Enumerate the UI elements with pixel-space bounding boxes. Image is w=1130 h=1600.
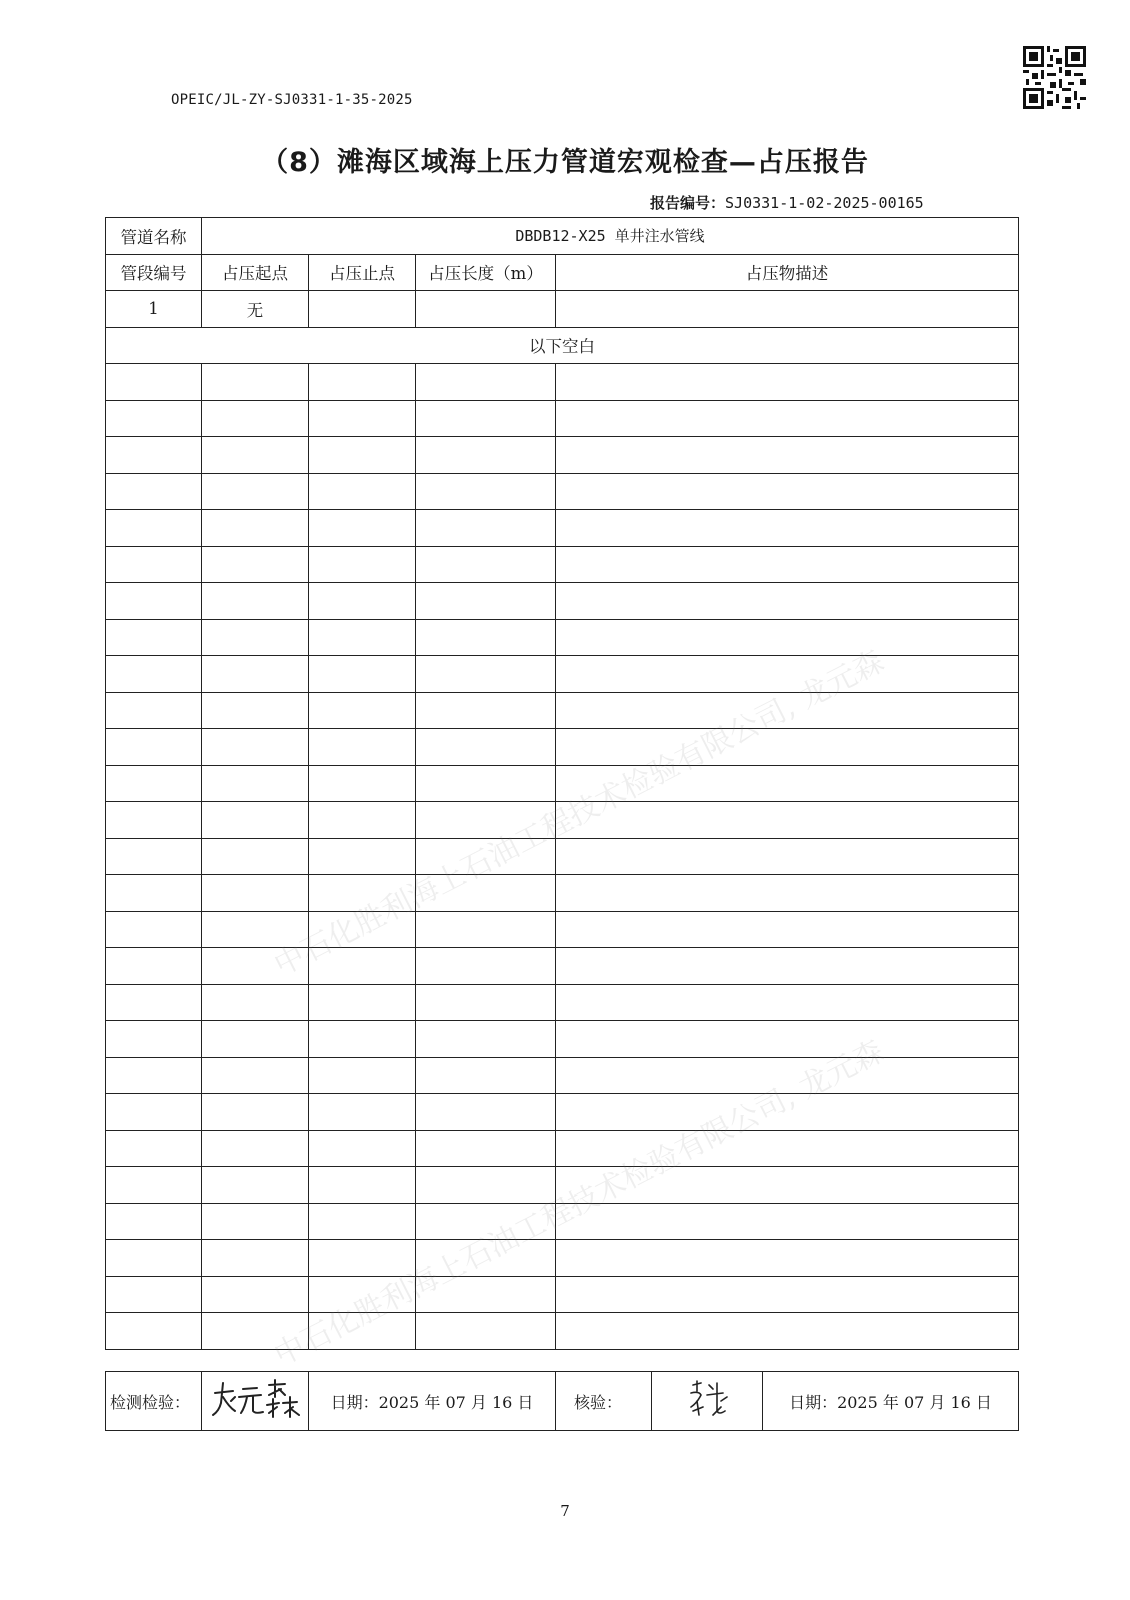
empty-cell — [106, 583, 202, 620]
empty-cell — [309, 838, 416, 875]
reviewer-signature — [652, 1372, 763, 1431]
empty-cell — [106, 911, 202, 948]
empty-cell — [416, 1276, 556, 1313]
occupation-end — [309, 291, 416, 328]
occupation-start: 无 — [202, 291, 309, 328]
empty-cell — [202, 948, 309, 985]
segment-number: 1 — [106, 291, 202, 328]
empty-cell — [202, 1021, 309, 1058]
empty-row — [106, 364, 1019, 401]
empty-row — [106, 1130, 1019, 1167]
empty-cell — [202, 1130, 309, 1167]
empty-cell — [556, 1167, 1019, 1204]
empty-cell — [416, 948, 556, 985]
empty-cell — [202, 437, 309, 474]
empty-row — [106, 546, 1019, 583]
table-row — [106, 291, 1019, 328]
pipe-name-value: DBDB12-X25 单井注水管线 — [202, 218, 1019, 255]
empty-row — [106, 1167, 1019, 1204]
reviewer-date: 日期：2025 年 07 月 16 日 — [763, 1372, 1019, 1431]
report-title: （8）滩海区域海上压力管道宏观检查—占压报告 — [261, 147, 869, 178]
empty-row — [106, 729, 1019, 766]
empty-row — [106, 1313, 1019, 1350]
empty-row — [106, 838, 1019, 875]
column-header: 管段编号 — [106, 254, 202, 291]
empty-row — [106, 765, 1019, 802]
empty-cell — [106, 546, 202, 583]
blank-note-row — [106, 327, 1019, 364]
empty-cell — [309, 400, 416, 437]
blank-note: 以下空白 — [106, 327, 1019, 364]
empty-cell — [309, 583, 416, 620]
empty-cell — [309, 1130, 416, 1167]
empty-cell — [202, 656, 309, 693]
empty-cell — [106, 619, 202, 656]
empty-cell — [202, 1203, 309, 1240]
column-header: 占压起点 — [202, 254, 309, 291]
empty-cell — [106, 765, 202, 802]
empty-cell — [556, 364, 1019, 401]
empty-cell — [416, 510, 556, 547]
empty-cell — [309, 1167, 416, 1204]
empty-cell — [106, 984, 202, 1021]
empty-cell — [416, 656, 556, 693]
empty-cell — [202, 1094, 309, 1131]
empty-row — [106, 400, 1019, 437]
empty-row — [106, 1094, 1019, 1131]
empty-cell — [416, 1240, 556, 1277]
empty-cell — [106, 400, 202, 437]
empty-cell — [416, 1057, 556, 1094]
empty-cell — [556, 583, 1019, 620]
empty-cell — [556, 1203, 1019, 1240]
empty-row — [106, 510, 1019, 547]
empty-cell — [202, 1276, 309, 1313]
watermark: 中石化胜利海上石油工程技术检验有限公司, 龙元森 — [268, 1033, 890, 1374]
column-header: 占压止点 — [309, 254, 416, 291]
empty-row — [106, 437, 1019, 474]
empty-cell — [416, 911, 556, 948]
empty-cell — [556, 1313, 1019, 1350]
empty-cell — [309, 765, 416, 802]
empty-cell — [106, 1240, 202, 1277]
empty-cell — [106, 1130, 202, 1167]
pipe-name-label: 管道名称 — [106, 218, 202, 255]
empty-cell — [202, 473, 309, 510]
empty-cell — [106, 948, 202, 985]
empty-cell — [416, 583, 556, 620]
empty-cell — [556, 838, 1019, 875]
empty-cell — [106, 692, 202, 729]
empty-cell — [106, 1167, 202, 1204]
empty-cell — [416, 838, 556, 875]
empty-cell — [106, 1276, 202, 1313]
empty-cell — [106, 1094, 202, 1131]
empty-cell — [202, 583, 309, 620]
empty-cell — [309, 437, 416, 474]
empty-cell — [309, 364, 416, 401]
empty-cell — [416, 1094, 556, 1131]
inspector-date: 日期：2025 年 07 月 16 日 — [309, 1372, 556, 1431]
empty-cell — [416, 619, 556, 656]
empty-cell — [556, 1240, 1019, 1277]
empty-cell — [416, 729, 556, 766]
empty-cell — [309, 1094, 416, 1131]
empty-cell — [309, 546, 416, 583]
empty-cell — [556, 400, 1019, 437]
empty-cell — [556, 1057, 1019, 1094]
inspector-label: 检测检验： — [106, 1372, 202, 1431]
empty-row — [106, 948, 1019, 985]
pipe-name-row — [106, 218, 1019, 255]
empty-cell — [556, 948, 1019, 985]
empty-cell — [416, 1021, 556, 1058]
empty-cell — [416, 875, 556, 912]
column-header-row — [106, 254, 1019, 291]
empty-cell — [202, 546, 309, 583]
empty-cell — [556, 984, 1019, 1021]
empty-cell — [309, 692, 416, 729]
occupation-table — [105, 217, 1019, 1350]
empty-cell — [556, 802, 1019, 839]
empty-cell — [106, 729, 202, 766]
empty-cell — [202, 510, 309, 547]
empty-cell — [202, 364, 309, 401]
empty-cell — [106, 1021, 202, 1058]
empty-cell — [556, 510, 1019, 547]
empty-cell — [416, 692, 556, 729]
empty-row — [106, 1276, 1019, 1313]
empty-cell — [106, 473, 202, 510]
empty-cell — [556, 437, 1019, 474]
empty-cell — [202, 1057, 309, 1094]
empty-cell — [309, 984, 416, 1021]
inspector-signature-image — [209, 1377, 301, 1421]
empty-cell — [309, 729, 416, 766]
empty-cell — [106, 838, 202, 875]
empty-cell — [106, 1313, 202, 1350]
empty-cell — [309, 656, 416, 693]
empty-cell — [309, 875, 416, 912]
empty-cell — [202, 1313, 309, 1350]
empty-cell — [202, 1240, 309, 1277]
empty-cell — [416, 400, 556, 437]
empty-row — [106, 583, 1019, 620]
empty-row — [106, 984, 1019, 1021]
empty-row — [106, 875, 1019, 912]
empty-cell — [309, 619, 416, 656]
empty-cell — [309, 1057, 416, 1094]
empty-cell — [556, 765, 1019, 802]
empty-cell — [202, 984, 309, 1021]
empty-row — [106, 619, 1019, 656]
empty-cell — [202, 765, 309, 802]
empty-cell — [416, 984, 556, 1021]
empty-cell — [416, 802, 556, 839]
empty-cell — [556, 619, 1019, 656]
empty-cell — [416, 1313, 556, 1350]
empty-cell — [202, 619, 309, 656]
empty-cell — [309, 1021, 416, 1058]
empty-cell — [202, 838, 309, 875]
empty-row — [106, 1021, 1019, 1058]
empty-cell — [106, 1057, 202, 1094]
empty-cell — [106, 656, 202, 693]
empty-cell — [106, 510, 202, 547]
empty-cell — [106, 802, 202, 839]
empty-cell — [556, 546, 1019, 583]
empty-cell — [556, 692, 1019, 729]
empty-cell — [309, 948, 416, 985]
empty-cell — [309, 1240, 416, 1277]
empty-cell — [202, 692, 309, 729]
empty-cell — [202, 802, 309, 839]
report-number-value: SJ0331-1-02-2025-00165 — [725, 194, 924, 212]
empty-cell — [556, 1021, 1019, 1058]
empty-cell — [202, 875, 309, 912]
empty-cell — [416, 364, 556, 401]
watermark: 中石化胜利海上石油工程技术检验有限公司, 龙元森 — [268, 643, 890, 984]
column-header: 占压长度（m） — [416, 254, 556, 291]
signature-row — [105, 1371, 1019, 1431]
empty-cell — [416, 765, 556, 802]
empty-row — [106, 802, 1019, 839]
empty-row — [106, 1203, 1019, 1240]
column-header: 占压物描述 — [556, 254, 1019, 291]
empty-cell — [556, 1276, 1019, 1313]
empty-cell — [106, 437, 202, 474]
empty-row — [106, 911, 1019, 948]
empty-row — [106, 692, 1019, 729]
report-number — [650, 192, 924, 213]
empty-row — [106, 656, 1019, 693]
empty-cell — [416, 1203, 556, 1240]
empty-cell — [556, 729, 1019, 766]
occupation-length — [416, 291, 556, 328]
empty-cell — [416, 1130, 556, 1167]
empty-cell — [106, 1203, 202, 1240]
report-number-label: 报告编号： — [650, 194, 726, 212]
empty-cell — [202, 1167, 309, 1204]
qr-code-icon — [1023, 46, 1086, 109]
empty-row — [106, 1057, 1019, 1094]
empty-cell — [556, 1130, 1019, 1167]
empty-cell — [309, 510, 416, 547]
empty-cell — [202, 400, 309, 437]
empty-cell — [202, 911, 309, 948]
reviewer-signature-image — [677, 1377, 737, 1421]
empty-row — [106, 1240, 1019, 1277]
empty-cell — [202, 729, 309, 766]
empty-cell — [556, 1094, 1019, 1131]
empty-cell — [416, 437, 556, 474]
empty-cell — [416, 473, 556, 510]
empty-cell — [309, 911, 416, 948]
empty-cell — [309, 1313, 416, 1350]
empty-cell — [309, 1203, 416, 1240]
empty-cell — [556, 473, 1019, 510]
document-code: OPEIC/JL-ZY-SJ0331-1-35-2025 — [171, 92, 413, 108]
empty-cell — [309, 802, 416, 839]
page-number: 7 — [560, 1502, 570, 1520]
empty-row — [106, 473, 1019, 510]
occupation-description — [556, 291, 1019, 328]
reviewer-label: 核验： — [556, 1372, 652, 1431]
empty-cell — [416, 1167, 556, 1204]
empty-cell — [106, 364, 202, 401]
empty-cell — [106, 875, 202, 912]
empty-cell — [556, 656, 1019, 693]
empty-cell — [416, 546, 556, 583]
empty-cell — [556, 911, 1019, 948]
empty-cell — [309, 473, 416, 510]
empty-cell — [309, 1276, 416, 1313]
empty-cell — [556, 875, 1019, 912]
inspector-signature — [202, 1372, 309, 1431]
